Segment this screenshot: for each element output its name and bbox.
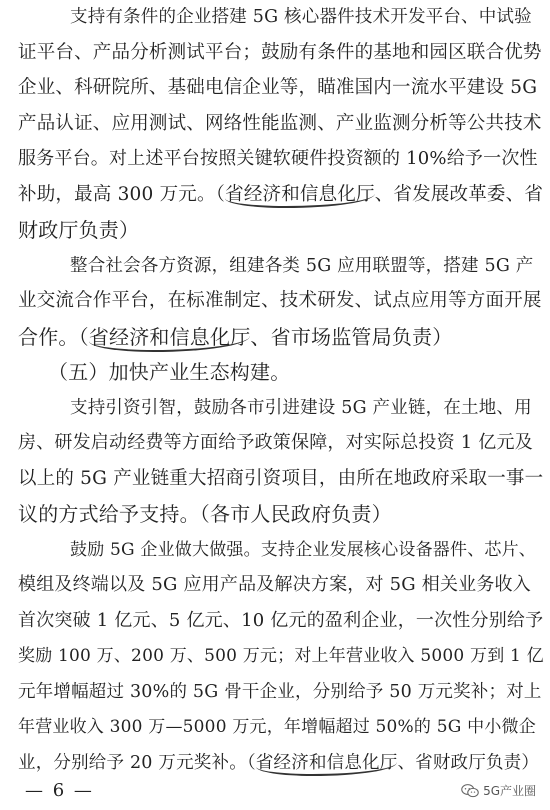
- text-line: 证平台、产品分析测试平台；鼓励有条件的基地和园区联合优势: [18, 42, 542, 63]
- line-part: 业，分别给予 20 万元奖补。（: [18, 753, 256, 773]
- underlined-agency: 省经济和信息化厅: [256, 753, 398, 776]
- line-part: 补助，最高 300 万元。（: [18, 184, 226, 205]
- text-line: 服务平台。对上述平台按照关键软硬件投资额的 10%给予一次性: [18, 148, 538, 169]
- text-line: [18, 750, 539, 776]
- text-line: 鼓励 5G 企业做大做强。支持企业发展核心设备器件、芯片、: [70, 540, 537, 560]
- text-line: [18, 324, 452, 350]
- text-line: 支持引资引智，鼓励各市引进建设 5G 产业链，在土地、用: [70, 398, 532, 418]
- text-line: 企业、科研院所、基础电信企业等，瞄准国内一流水平建设 5G: [18, 77, 538, 98]
- text-line: 首次突破 1 亿元、5 亿元、10 亿元的盈利企业，一次性分别给予: [18, 610, 544, 631]
- text-line: 议的方式给予支持。（各市人民政府负责）: [18, 502, 392, 526]
- underlined-agency: 省经济和信息化厅: [89, 325, 251, 352]
- text-line: 产品认证、应用测试、网络性能监测、产业监测分析等公共技术: [18, 113, 542, 134]
- text-line: 业交流合作平台，在标准制定、技术研发、试点应用等方面开展: [18, 290, 542, 311]
- watermark-text: 5G产业圈: [483, 784, 536, 798]
- text-line: 财政厅负责）: [18, 218, 140, 242]
- text-line: 整合社会各方资源，组建各类 5G 应用联盟等，搭建 5G 产: [70, 256, 534, 276]
- text-line: 年营业收入 300 万—5000 万元，年增幅超过 50%的 5G 中小微企: [18, 717, 536, 737]
- text-line: 模组及终端以及 5G 应用产品及解决方案，对 5G 相关业务收入: [18, 574, 531, 595]
- text-line: 奖励 100 万、200 万、500 万元；对上年营业收入 5000 万到 1 亿: [18, 646, 544, 666]
- watermark: [461, 782, 536, 799]
- text-line: 房、研发启动经费等方面给予政策保障，对实际总投资 1 亿元及: [18, 432, 533, 453]
- line-part: 、省市场监管局负责）: [250, 325, 453, 349]
- text-line: [18, 182, 543, 208]
- page-number: — 6 —: [25, 780, 94, 801]
- wechat-icon: [461, 784, 479, 798]
- text-line: 支持有条件的企业搭建 5G 核心器件技术开发平台、中试验: [70, 7, 532, 27]
- section-heading: （五）加快产业生态构建。: [48, 360, 291, 384]
- underlined-agency: 省经济和信息化厅: [225, 184, 375, 208]
- text-line: 以上的 5G 产业链重大招商引资项目，由所在地政府采取一事一: [18, 468, 544, 489]
- text-line: 元年增幅超过 30%的 5G 骨干企业，分别给予 50 万元奖补；对上: [18, 682, 542, 702]
- line-part: 、省财政厅负责）: [397, 753, 540, 773]
- line-part: 合作。（: [18, 325, 89, 349]
- line-part: 、省发展改革委、省: [374, 184, 544, 205]
